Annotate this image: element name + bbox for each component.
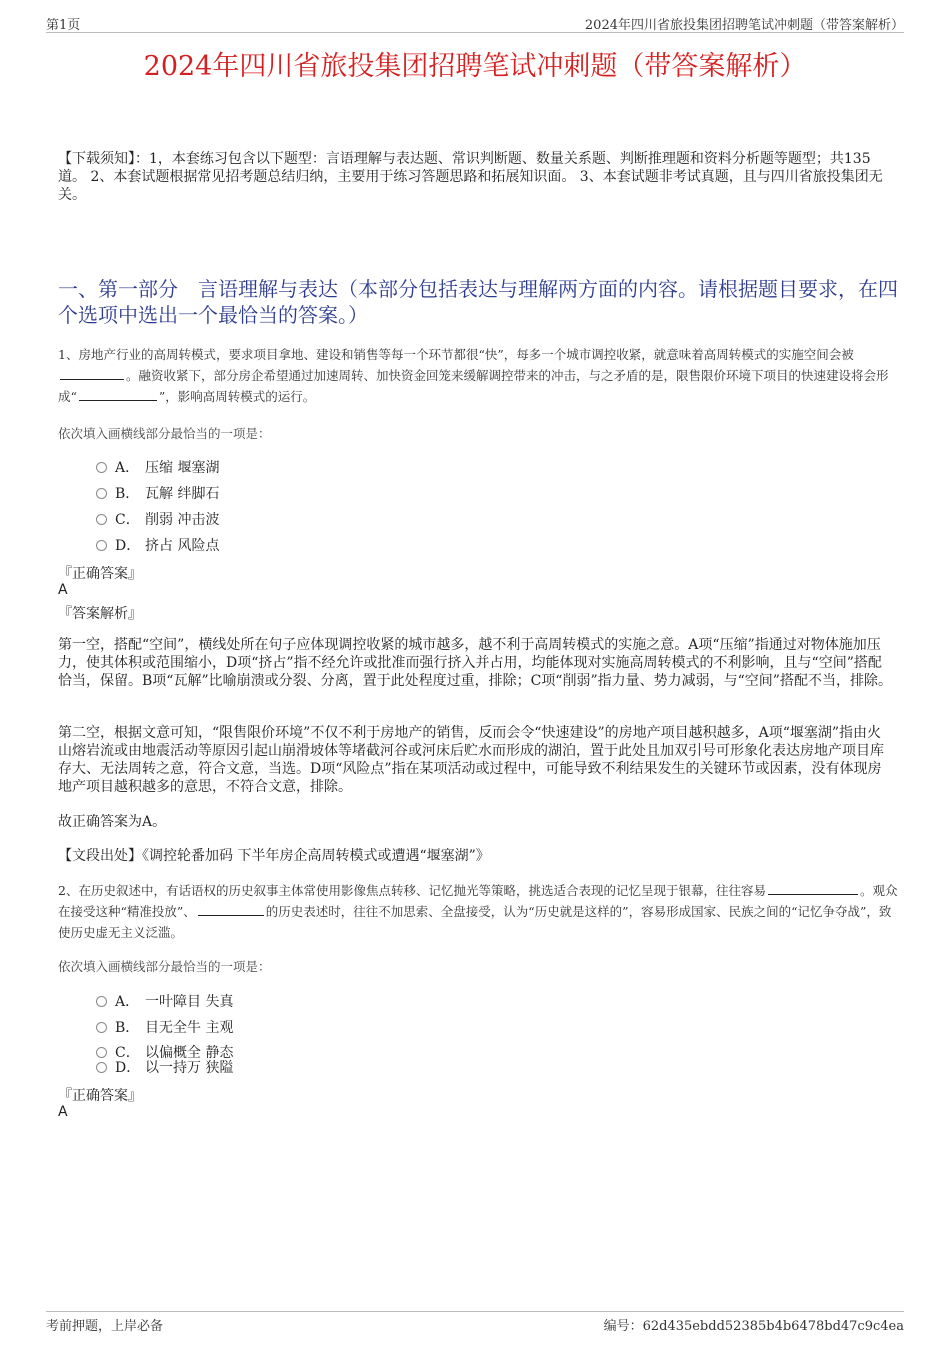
header-divider [46,32,904,33]
q1-option-a[interactable]: A． 压缩 堰塞湖 [96,457,219,477]
download-notice: 【下载须知】：1，本套练习包含以下题型：言语理解与表达题、常识判断题、数量关系题、判断推理题和资料分析题等题型；共135道。 2、本套试题根据常见招考题总结归纳，主要用于练习答题思路和拓展知识面。 3、本套试题非考试真题，且与四川省旅投集团无关。 [58,151,883,203]
q2-option-a[interactable]: A． 一叶障目 失真 [96,991,233,1011]
q2-option-c[interactable]: C． 以偏概全 静态 [96,1042,233,1062]
q1-answer-label: 『正确答案』 [58,566,142,582]
q1-analysis-label: 『答案解析』 [58,606,142,622]
q2-answer-value: A [58,1104,68,1120]
page-footer [46,1315,904,1334]
q2-option-b[interactable]: B． 目无全牛 主观 [96,1017,233,1037]
footer-divider [46,1311,904,1312]
q1-analysis-paragraph-1: 第一空，搭配“空间”，横线处所在句子应体现调控收紧的城市越多，越不利于高周转模式的实施之意。A项“压缩”指通过对物体施加压力，使其体积或范围缩小，D项“挤占”指不经允许或批准而强行挤入并占用，均能体现对实施高周转模式的不利影响，且与“空间”搭配恰当，保留。B项“瓦解”比喻崩溃或分裂、分离，置于此处程度过重，排除；C项“削弱”指力量、势力减弱，与“空间”搭配不当，排除。 [58,637,892,689]
page-header [46,14,904,33]
document-title: 2024年四川省旅投集团招聘笔试冲刺题（带答案解析） [143,51,807,82]
question-2-stem [58,880,898,943]
q2-option-d[interactable]: D． 以一持万 狭隘 [96,1057,233,1077]
q2-instruction: 依次填入画横线部分最恰当的一项是： [58,959,271,974]
q2-blank-1 [768,880,858,895]
q1-instruction: 依次填入画横线部分最恰当的一项是： [58,426,271,441]
q1-answer-value: A [58,582,68,598]
header-doc-title: 2024年四川省旅投集团招聘笔试冲刺题（带答案解析） [584,18,904,33]
q2-text-part-3: 的历史表述时，往往不加思索、全盘接受，认为“历史就是这样的”，容易形成国家、民族之间的“记忆争夺战”，致使历史虚无主义泛滥。 [58,904,892,940]
q2-blank-2 [198,901,264,916]
radio-icon[interactable] [96,1022,107,1033]
q2-text-part-2: 。观众在接受这种“精准投放”、 [58,883,898,919]
q1-text-part-2: 。融资收紧下，部分房企希望通过加速周转、加快资金回笼来缓解调控带来的冲击，与之矛盾的是，限售限价环境下项目的快速建设将会形成“ [58,368,889,404]
q1-conclusion: 故正确答案为A。 [58,814,167,830]
q1-blank-2 [79,386,157,401]
q1-text-part-3: ”，影响高周转模式的运行。 [158,389,316,404]
radio-icon[interactable] [96,462,107,473]
radio-icon[interactable] [96,1062,107,1073]
footer-slogan: 考前押题，上岸必备 [46,1319,164,1334]
section-heading: 一、第一部分 言语理解与表达（本部分包括表达与理解两方面的内容。请根据题目要求，在四个选项中选出一个最恰当的答案。） [58,277,898,327]
q1-option-d[interactable]: D． 挤占 风险点 [96,535,219,555]
radio-icon[interactable] [96,996,107,1007]
q1-blank-1 [60,365,124,380]
q1-option-c[interactable]: C． 削弱 冲击波 [96,509,219,529]
q1-text-part-1: 1、房地产行业的高周转模式，要求项目拿地、建设和销售等每一个环节都很“快”，每多一个城市调控收紧，就意味着高周转模式的实施空间会被 [58,347,854,362]
page-number: 第1页 [46,18,81,33]
radio-icon[interactable] [96,540,107,551]
footer-serial: 编号：62d435ebdd52385b4b6478bd47c9c4ea [603,1319,904,1334]
q1-analysis-paragraph-2: 第二空，根据文意可知，“限售限价环境”不仅不利于房地产的销售，反而会令“快速建设”的房地产项目越积越多，A项“堰塞湖”指由火山熔岩流或由地震活动等原因引起山崩滑坡体等堵截河谷或河床后贮水而形成的湖泊，置于此处且加双引号可形象化表达房地产项目库存大、无法周转之意，符合文意，当选。D项“风险点”指在某项活动或过程中，可能导致不利结果发生的关键环节或因素，没有体现房地产项目越积越多的意思，不符合文意，排除。 [58,725,884,795]
q2-text-part-1: 2、在历史叙述中，有话语权的历史叙事主体常使用影像焦点转移、记忆抛光等策略，挑选适合表现的记忆呈现于银幕，往往容易 [58,883,766,898]
question-1-stem [58,344,898,407]
radio-icon[interactable] [96,514,107,525]
q1-source: 【文段出处】《调控轮番加码 下半年房企高周转模式或遭遇“堰塞湖”》 [58,848,490,864]
q1-option-b[interactable]: B． 瓦解 绊脚石 [96,483,219,503]
q2-answer-label: 『正确答案』 [58,1088,142,1104]
radio-icon[interactable] [96,488,107,499]
